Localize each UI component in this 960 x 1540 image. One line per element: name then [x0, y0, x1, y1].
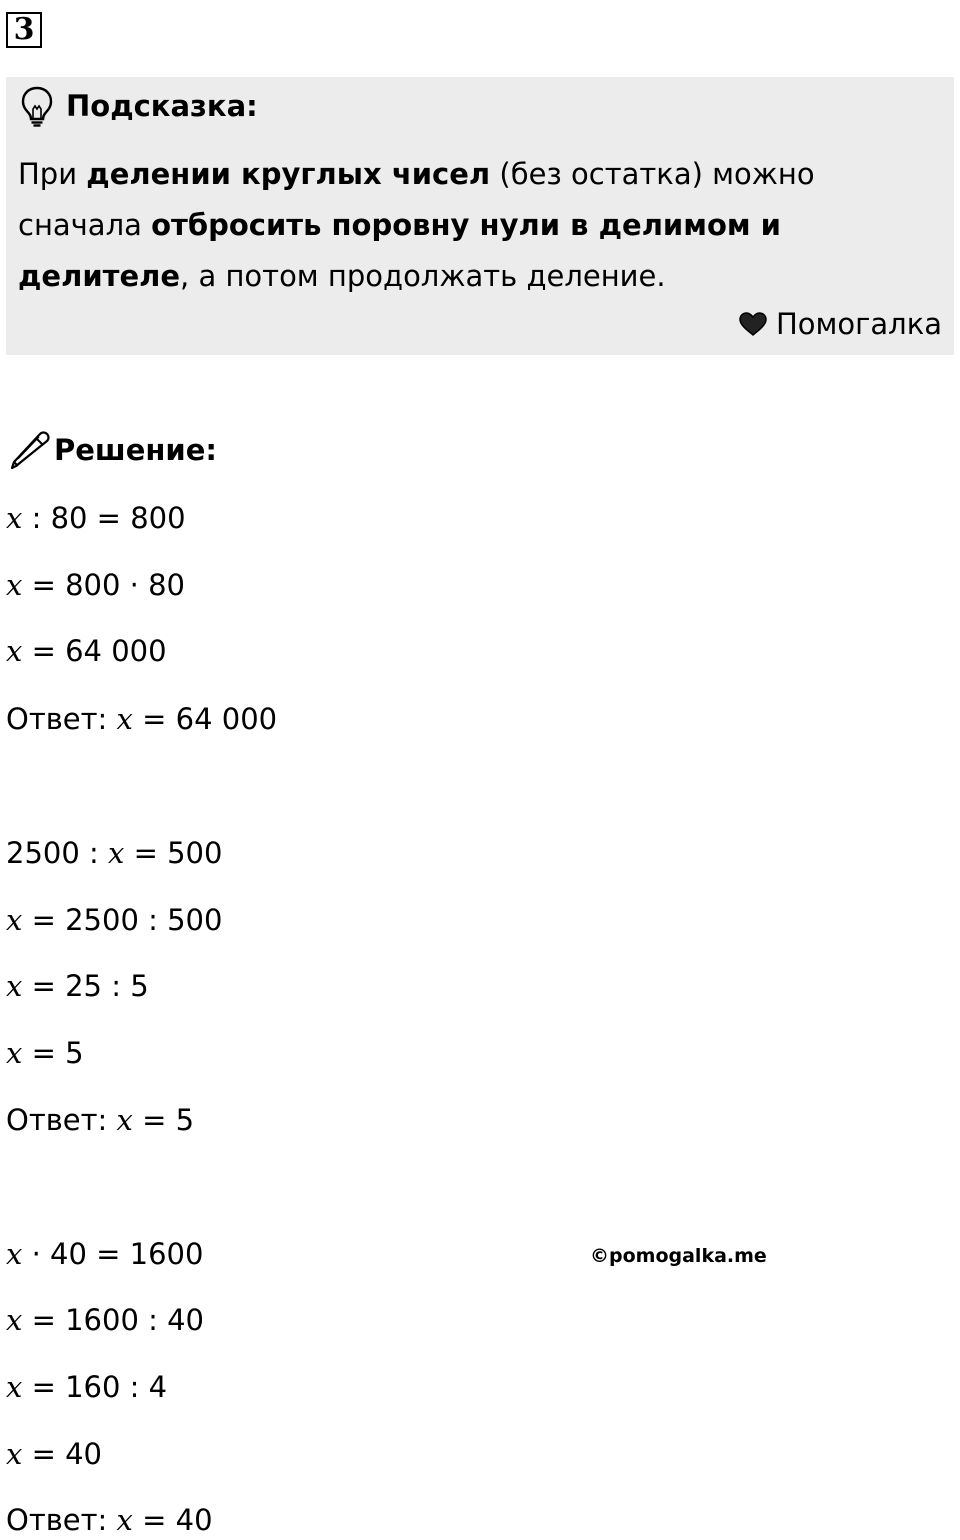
- solution-line: [6, 500, 186, 536]
- line-expression: = 64 000: [132, 702, 278, 736]
- solution-line: [6, 968, 149, 1004]
- line-expression: = 64 000: [22, 634, 167, 668]
- heart-icon: [738, 311, 776, 337]
- task-number: 3: [6, 12, 42, 48]
- hint-header: [20, 85, 258, 127]
- line-expression: = 800 · 80: [22, 568, 186, 602]
- hint-bold-text: делении круглых чисел: [86, 157, 491, 191]
- line-expression: = 40: [22, 1437, 102, 1471]
- line-expression: = 500: [124, 836, 223, 870]
- solution-line: [6, 1502, 213, 1538]
- variable-x: x: [6, 969, 23, 1003]
- hint-box: [6, 77, 954, 355]
- hint-title: Подсказка:: [66, 89, 258, 123]
- line-expression: = 2500 : 500: [22, 903, 223, 937]
- line-prefix: Ответ:: [6, 1103, 117, 1137]
- line-prefix: 2500 :: [6, 836, 109, 870]
- brand-name: Помогалка: [776, 307, 942, 341]
- line-expression: = 160 : 4: [22, 1370, 168, 1404]
- solution-line: [6, 567, 185, 603]
- variable-x: x: [116, 702, 133, 736]
- brand-signature: [738, 307, 942, 341]
- line-expression: = 25 : 5: [22, 969, 149, 1003]
- variable-x: x: [6, 903, 23, 937]
- line-expression: = 1600 : 40: [22, 1303, 205, 1337]
- variable-x: x: [6, 1036, 23, 1070]
- line-expression: = 5: [22, 1036, 84, 1070]
- solution-line: [6, 1302, 204, 1338]
- line-expression: = 5: [132, 1103, 195, 1137]
- variable-x: x: [6, 501, 23, 535]
- variable-x: x: [6, 568, 23, 602]
- solution-header: [8, 428, 217, 472]
- line-expression: · 40 = 1600: [22, 1237, 204, 1271]
- variable-x: x: [6, 1437, 23, 1471]
- variable-x: x: [116, 1503, 133, 1537]
- solution-title: Решение:: [54, 433, 218, 467]
- solution-line: [6, 835, 222, 871]
- solution-line: [6, 902, 222, 938]
- hint-text: При делении круглых чисел (без остатка) можно сначала отбросить поровну нули в делимом и делителе, а потом продолжать деление.: [18, 157, 815, 293]
- solution-line: [6, 701, 277, 737]
- line-prefix: Ответ:: [6, 702, 117, 736]
- line-expression: = 40: [132, 1503, 213, 1537]
- variable-x: x: [6, 634, 23, 668]
- lightbulb-icon: [20, 85, 54, 127]
- line-expression: : 80 = 800: [22, 501, 186, 535]
- solution-line: [6, 1035, 84, 1071]
- solution-line: [6, 633, 167, 669]
- solution-line: [6, 1369, 167, 1405]
- variable-x: x: [116, 1103, 133, 1137]
- solution-line: [6, 1236, 203, 1272]
- solution-line: [6, 1102, 194, 1138]
- variable-x: x: [6, 1370, 23, 1404]
- watermark: ©pomogalka.me: [590, 1245, 767, 1267]
- solution-line: [6, 1436, 102, 1472]
- pencil-icon: [8, 426, 50, 474]
- hint-bold-text: отбросить поровну нули в делимом и делителе: [18, 208, 781, 293]
- line-prefix: Ответ:: [6, 1503, 117, 1537]
- variable-x: x: [6, 1237, 23, 1271]
- variable-x: x: [6, 1303, 23, 1337]
- variable-x: x: [108, 836, 125, 870]
